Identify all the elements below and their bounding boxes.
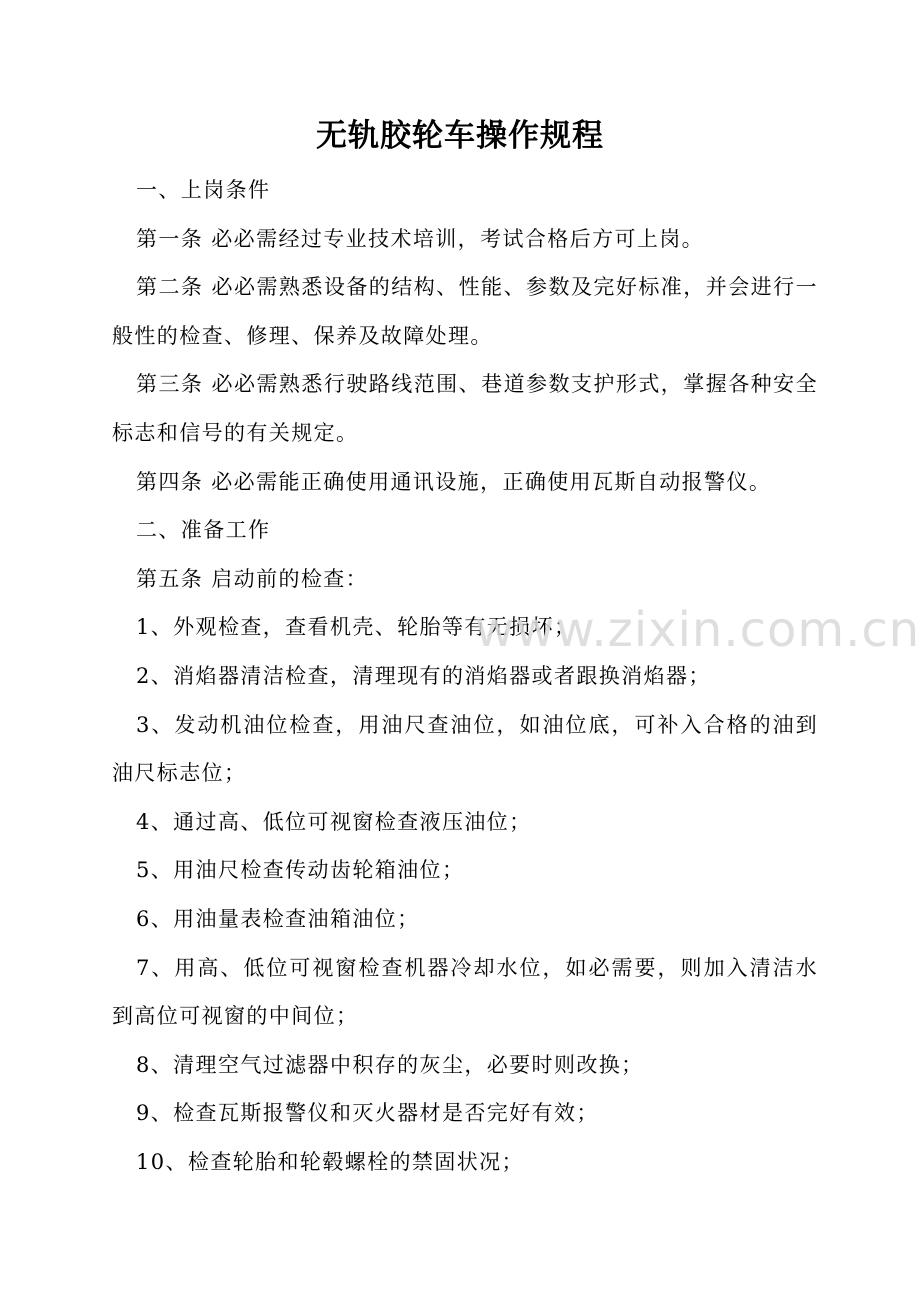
watermark: www.zixin.com.cn	[475, 602, 920, 658]
document-body	[112, 166, 818, 1186]
article-paragraph: 第三条 必必需熟悉行驶路线范围、巷道参数支护形式，掌握各种安全标志和信号的有关规定。	[112, 372, 818, 445]
list-item: 10、检查轮胎和轮毂螺栓的禁固状况；	[136, 1149, 524, 1174]
list-item: 7、用高、低位可视窗检查机器冷却水位，如必需要，则加入清洁水到高位可视窗的中间位；	[112, 955, 818, 1029]
list-item: 1、外观检查，查看机壳、轮胎等有无损坏；	[136, 615, 577, 640]
article-paragraph: 第五条 启动前的检查：	[136, 566, 369, 591]
article-paragraph: 第四条 必必需能正确使用通讯设施，正确使用瓦斯自动报警仪。	[136, 469, 772, 494]
article-paragraph: 第二条 必必需熟悉设备的结构、性能、参数及完好标准，并会进行一般性的检查、修理、保养及故障处理。	[112, 275, 818, 348]
list-item: 6、用油量表检查油箱油位；	[136, 906, 420, 931]
list-item: 8、清理空气过滤器中积存的灰尘，必要时则改换；	[136, 1052, 644, 1077]
list-item: 2、消焰器清洁检查，清理现有的消焰器或者跟换消焰器；	[136, 663, 711, 688]
list-item: 5、用油尺检查传动齿轮箱油位；	[136, 858, 465, 883]
list-item: 3、发动机油位检查，用油尺查油位，如油位底，可补入合格的油到油尺标志位；	[112, 712, 818, 786]
article-paragraph: 第一条 必必需经过专业技术培训，考试合格后方可上岗。	[136, 226, 705, 251]
list-item: 9、检查瓦斯报警仪和灭火器材是否完好有效；	[136, 1101, 599, 1126]
section-heading: 一、上岗条件	[136, 178, 271, 202]
document-title: 无轨胶轮车操作规程	[316, 118, 604, 154]
section-heading: 二、准备工作	[136, 518, 271, 543]
list-item: 4、通过高、低位可视窗检查液压油位；	[136, 809, 532, 834]
